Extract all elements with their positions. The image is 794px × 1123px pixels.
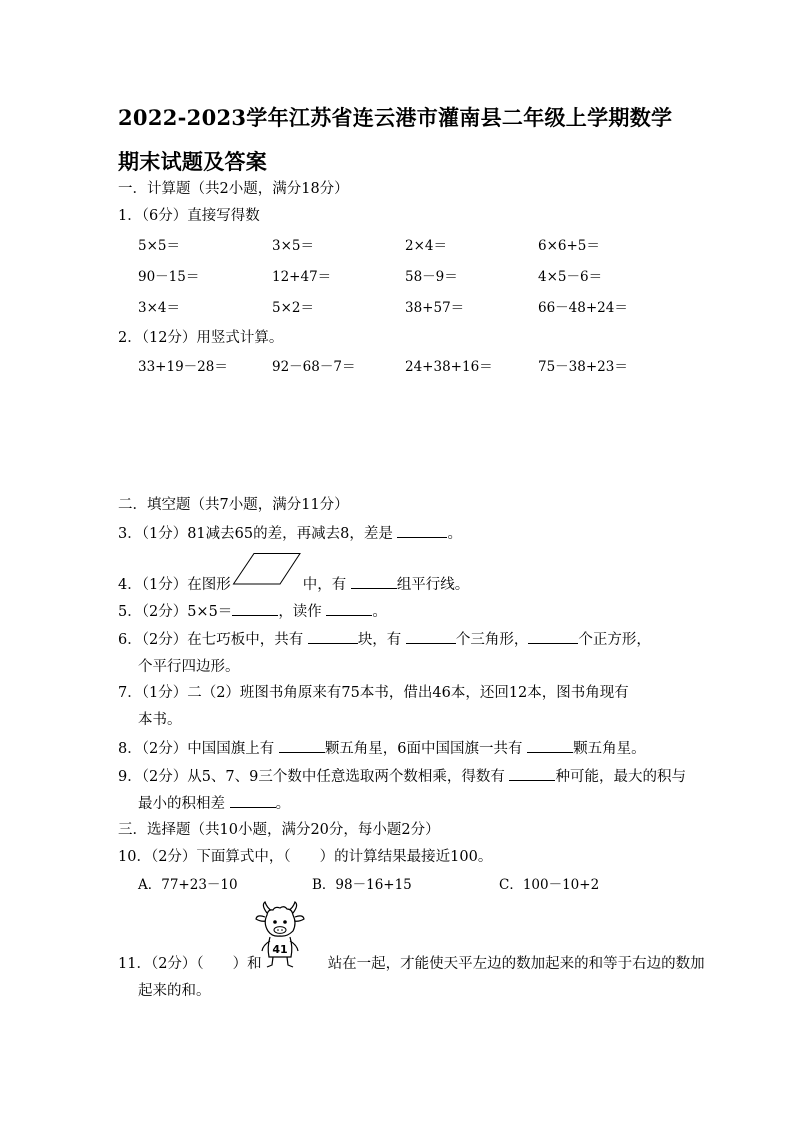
q1-item: 5×2＝ (272, 300, 314, 316)
q2-item: 75－38+23＝ (538, 359, 628, 375)
q1-item: 38+57＝ (405, 300, 465, 316)
answer-blank[interactable] (397, 523, 447, 538)
q3-text: 3．（1分）81减去65的差，再减去8，差是 (118, 526, 393, 542)
question-9-cont (138, 793, 290, 814)
q11-text-mid: 站在一起，才能使天平左边的数加起来的和等于右边的数加 (327, 956, 705, 972)
q6-text: 6．（2分）在七巧板中，共有 (118, 632, 304, 648)
section-3-heading: 三．选择题（共10小题，满分20分，每小题2分） (118, 822, 440, 838)
q9-text-2: 最小的积相差 (138, 796, 225, 812)
question-11 (118, 954, 705, 974)
q5-end: 。 (372, 604, 387, 620)
q10-option-c[interactable]: C．100－10+2 (499, 877, 600, 893)
page-title: 2022-2023学年江苏省连云港市灌南县二年级上学期数学期末试题及答案 (118, 105, 673, 174)
q1-item: 4×5－6＝ (538, 269, 603, 285)
q1-item: 58－9＝ (405, 269, 458, 285)
q2-item: 92－68－7＝ (272, 359, 356, 375)
answer-blank[interactable] (308, 629, 358, 644)
q8-end: 颗五角星。 (573, 741, 646, 757)
q2-item: 33+19－28＝ (138, 359, 228, 375)
q4-end: 组平行线。 (396, 577, 470, 593)
answer-blank[interactable] (527, 738, 573, 753)
q10-option-a[interactable]: A．77+23－10 (138, 877, 238, 893)
q9-text-mid: 种可能，最大的积与 (555, 769, 686, 785)
q2-item: 24+38+16＝ (405, 359, 493, 375)
q5-text: 5．（2分）5×5＝ (118, 604, 233, 620)
cow-number: 41 (272, 943, 288, 956)
question-7-cont: 本书。 (138, 712, 182, 728)
q1-item: 3×4＝ (138, 300, 180, 316)
q9-text: 9．（2分）从5、7、9三个数中任意选取两个数相乘，得数有 (118, 769, 505, 785)
q6-text-3: 个三角形， (455, 632, 529, 648)
q4-text-mid: 中，有 (302, 577, 347, 593)
q1-item: 12+47＝ (272, 269, 332, 285)
q6-text-2: 块，有 (357, 632, 402, 648)
answer-blank[interactable] (326, 601, 372, 616)
q1-item: 90－15＝ (138, 269, 200, 285)
answer-blank[interactable] (351, 574, 397, 589)
question-2: 2．（12分）用竖式计算。 (118, 330, 284, 346)
q6-end: 个平行四边形。 (138, 659, 240, 675)
question-6-cont (138, 656, 240, 677)
q1-item: 6×6+5＝ (538, 238, 600, 254)
q9-end: 。 (275, 796, 291, 812)
question-5 (118, 601, 387, 622)
question-10: 10．（2分）下面算式中，（ ）的计算结果最接近100。 (118, 849, 493, 865)
question-8 (118, 738, 646, 759)
q1-item: 66－48+24＝ (538, 300, 628, 316)
question-3 (118, 523, 462, 544)
answer-blank[interactable] (232, 601, 278, 616)
q1-item: 2×4＝ (405, 238, 447, 254)
section-2-heading: 二．填空题（共7小题，满分11分） (118, 497, 349, 513)
q8-text: 8．（2分）中国国旗上有 (118, 741, 275, 757)
answer-blank[interactable] (279, 738, 325, 753)
q6-text-4: 个正方形， (578, 632, 651, 648)
question-11-cont: 起来的和。 (138, 983, 211, 999)
question-4 (118, 574, 469, 595)
q3-end: 。 (447, 526, 462, 542)
q10-option-b[interactable]: B．98－16+15 (312, 877, 412, 893)
question-9 (118, 766, 686, 787)
section-1-heading: 一．计算题（共2小题，满分18分） (118, 181, 349, 197)
answer-blank[interactable] (406, 629, 456, 644)
q1-item: 3×5＝ (272, 238, 314, 254)
answer-blank[interactable] (509, 766, 555, 781)
question-7: 7．（1分）二（2）班图书角原来有75本书，借出46本，还回12本，图书角现有 (118, 685, 629, 701)
question-6 (118, 629, 651, 650)
answer-blank[interactable] (528, 629, 578, 644)
q11-text: 11．（2分）（ ）和 (118, 956, 262, 972)
answer-blank[interactable] (230, 793, 276, 808)
q4-text: 4．（1分）在图形 (118, 577, 231, 593)
q1-item: 5×5＝ (138, 238, 180, 254)
q5-text-mid: ，读作 (278, 604, 322, 620)
question-1: 1．（6分）直接写得数 (118, 208, 260, 224)
q8-text-mid: 颗五角星，6面中国国旗一共有 (324, 741, 523, 757)
